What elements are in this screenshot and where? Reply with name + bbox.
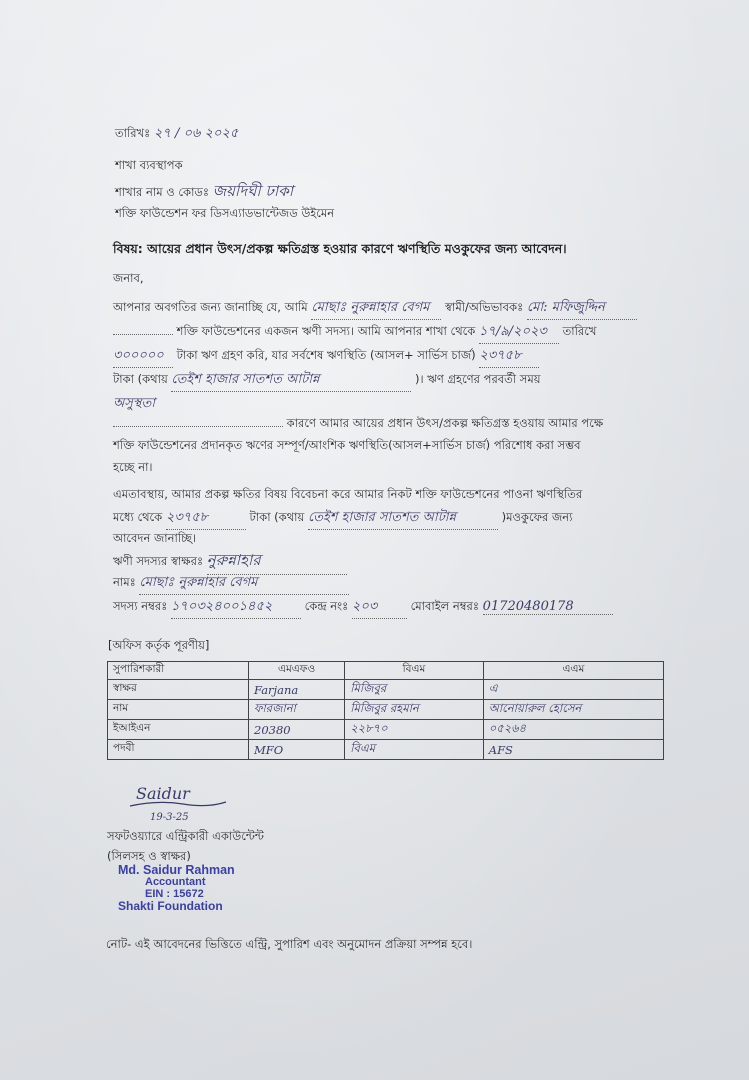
guardian-handwritten: মো: মফিজুদ্দিন: [527, 298, 637, 320]
table-cell: ০৫২৬৪: [483, 720, 663, 740]
table-row-label: পদবী: [108, 740, 249, 760]
software-entry-line: সফটওয়্যারে এন্ট্রিকারী একাউন্টেন্ট: [107, 829, 264, 843]
salutation: জনাব,: [113, 271, 144, 285]
stamp-title: Accountant: [145, 876, 206, 888]
table-header: এএম: [483, 662, 663, 680]
member-number-line: [113, 597, 613, 619]
para1-text8: কারণে আমার আয়ের প্রধান উৎস/প্রকল্প ক্ষতিগ্রস্ত হওয়ায় আমার পক্ষে: [286, 416, 604, 430]
para2-line2: [113, 508, 572, 530]
table-cell: মিজিবুর: [345, 680, 484, 700]
table-cell: ফারজানা: [249, 700, 345, 720]
signature-date: 19-3-25: [150, 812, 189, 823]
para1-text7: )। ঋণ গ্রহণের পরবর্তী সময়: [415, 372, 541, 386]
seal-signature-line: (সিলসহ ও স্বাক্ষর): [107, 849, 191, 863]
accountant-stamp: [118, 864, 235, 912]
mobile-value: 01720480178: [483, 599, 613, 615]
para2-text4: )মওকুফের জন্য: [501, 510, 573, 524]
table-row-label: নাম: [108, 700, 249, 720]
waiver-words-handwritten: তেইশ হাজার সাতশত আটান্ন: [308, 508, 498, 530]
recipient-org: শক্তি ফাউন্ডেশন ফর ডিসএ্যাডভান্টেজড উইমেন: [115, 206, 335, 220]
center-value: ২০৩: [352, 597, 407, 619]
table-cell: মিজিবুর রহমান: [345, 700, 484, 720]
loan-amount-handwritten: ৩০০০০০: [113, 346, 173, 368]
blank-dots-2: [113, 426, 283, 427]
member-no-label: সদস্য নম্বরঃ: [113, 599, 168, 613]
table-row-label: ইআইএন: [108, 720, 249, 740]
para2-text3: টাকা (কথায়: [249, 510, 305, 524]
reason-handwritten: অসুস্থতা: [113, 396, 155, 411]
date-label: তারিখঃ: [115, 126, 151, 140]
para1-line4: [113, 370, 541, 392]
para1-text5: টাকা ঋণ গ্রহণ করি, যার সর্বশেষ ঋণস্থিতি (আসল+ সার্ভিস চার্জ): [176, 348, 476, 362]
para1-line7: শক্তি ফাউন্ডেশনের প্রদানকৃত ঋণের সম্পূর্ণ/আংশিক ঋণস্থিতি(আসল+সার্ভিস চার্জ) পরিশোধ করা সম্ভব: [113, 438, 581, 452]
para1-text6: টাকা (কথায়: [113, 372, 168, 386]
member-name-line: [113, 573, 349, 595]
recipient-title: শাখা ব্যবস্থাপক: [115, 158, 183, 172]
table-cell: আনোয়ারুল হোসেন: [483, 700, 663, 720]
table-header: এমএফও: [249, 662, 345, 680]
table-row: [108, 720, 664, 740]
para1-line1: [113, 298, 637, 320]
mobile-label: মোবাইল নম্বরঃ: [410, 599, 480, 613]
stamp-name: Md. Saidur Rahman: [118, 863, 235, 877]
member-name-handwritten: মোছাঃ নুরুন্নাহার বেগম: [311, 298, 441, 320]
center-label: কেন্দ্র নংঃ: [304, 599, 349, 613]
accountant-signature: Saidur: [136, 784, 190, 803]
table-cell: বিএম: [345, 740, 484, 760]
branch-line: [115, 180, 293, 205]
member-sig-label: ঋণী সদস্যর স্বাক্ষরঃ: [113, 554, 204, 568]
table-header: বিএম: [345, 662, 484, 680]
loan-date-handwritten: ১৭/৯/২০২৩: [479, 322, 559, 344]
branch-value: জয়দিঘী ঢাকা: [212, 182, 294, 200]
para1-line2: [113, 322, 596, 344]
member-name-value: মোছাঃ নুরুন্নাহার বেগম: [139, 573, 349, 595]
para1-line5: [113, 394, 155, 415]
waiver-amount-handwritten: ২৩৭৫৮: [166, 508, 246, 530]
office-note: [অফিস কর্তৃক পূরণীয়]: [108, 638, 210, 652]
table-row-label: স্বাক্ষর: [108, 680, 249, 700]
para1-text4: তারিখে: [562, 324, 597, 338]
stamp-org: Shakti Foundation: [118, 899, 223, 913]
para2-line1: এমতাবস্থায়, আমার প্রকল্প ক্ষতির বিষয় বিবেচনা করে আমার নিকট শক্তি ফাউন্ডেশনের পাওনা ঋণস্থিতির: [113, 487, 583, 501]
table-header-row: [108, 662, 664, 680]
para1-text2: স্বামী/অভিভাবকঃ: [445, 300, 524, 314]
para1-line3: [113, 346, 539, 368]
table-row: [108, 700, 664, 720]
office-table: [107, 661, 664, 760]
table-header: সুপারিশকারী: [108, 662, 249, 680]
table-cell: 20380: [249, 720, 345, 740]
para2-text2: মধ্যে থেকে: [113, 510, 163, 524]
footer-note: নোট- এই আবেদনের ভিত্তিতে এন্ট্রি, সুপারিশ এবং অনুমোদন প্রক্রিয়া সম্পন্ন হবে।: [106, 937, 473, 951]
date-line: [115, 124, 238, 145]
table-row: [108, 740, 664, 760]
table-cell: এ: [483, 680, 663, 700]
date-value: ২৭ / ০৬ ২০২৫: [153, 126, 239, 141]
table-row: [108, 680, 664, 700]
para2-line3: আবেদন জানাচ্ছি।: [113, 531, 197, 545]
branch-label: শাখার নাম ও কোডঃ: [115, 185, 210, 199]
table-cell: ২২৮৭০: [345, 720, 484, 740]
balance-handwritten: ২৩৭৫৮: [479, 346, 539, 368]
stamp-ein: EIN : 15672: [145, 888, 204, 900]
para1-text3: শক্তি ফাউন্ডেশনের একজন ঋণী সদস্য। আমি আপনার শাখা থেকে: [176, 324, 476, 338]
table-cell: AFS: [483, 740, 663, 760]
para1-text1: আপনার অবগতির জন্য জানাচ্ছি যে, আমি: [113, 300, 308, 314]
balance-words-handwritten: তেইশ হাজার সাতশত আটান্ন: [171, 370, 411, 392]
member-name-label: নামঃ: [113, 575, 136, 589]
para1-line6: [113, 415, 603, 434]
subject: বিষয়: আয়ের প্রধান উৎস/প্রকল্প ক্ষতিগ্রস্ত হওয়ার কারণে ঋণস্থিতি মওকুফের জন্য আবেদন।: [113, 241, 567, 256]
para1-line8: হচ্ছে না।: [113, 460, 153, 474]
table-cell: Farjana: [249, 680, 345, 700]
blank-dots: [113, 334, 173, 335]
member-signature-line: [113, 549, 347, 575]
member-signature: নুরুন্নাহার: [207, 549, 347, 575]
member-no-value: ১৭০৩২৪০০১৪৫২: [171, 597, 301, 619]
table-cell: MFO: [249, 740, 345, 760]
signature-underline: [128, 798, 228, 810]
